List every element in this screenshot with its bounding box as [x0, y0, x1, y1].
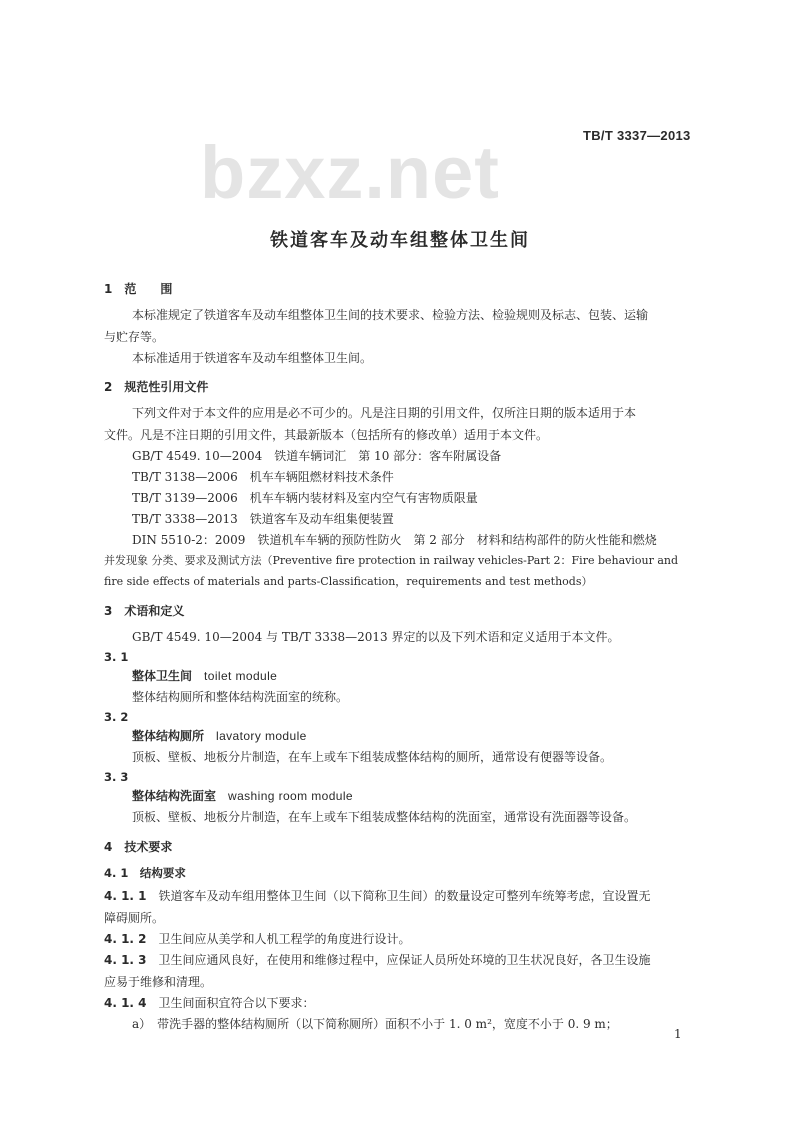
clause-4-1-3: [104, 951, 651, 968]
section-3-heading: 3 术语和定义: [104, 604, 185, 618]
watermark: bzxz.net: [200, 131, 500, 214]
term-definition: 顶板、壁板、地板分片制造，在车上或车下组装成整体结构的洗面室，通常设有洗面器等设备。: [132, 810, 637, 824]
term-zh: 整体结构厕所: [132, 729, 205, 743]
term-number: 3. 2: [104, 710, 129, 724]
clause-4-1-4: [104, 994, 315, 1011]
document-title: 铁道客车及动车组整体卫生间: [270, 230, 530, 251]
section-1-heading: 1 范 围: [104, 282, 173, 296]
term-entry: [132, 727, 307, 744]
clause-number: 4. 1. 3: [104, 953, 147, 967]
term-definition: 整体结构厕所和整体结构洗面室的统称。: [132, 690, 349, 704]
term-en: lavatory module: [216, 729, 307, 743]
term-en: washing room module: [228, 789, 354, 803]
reference-item: TB/T 3139—2006 机车车辆内装材料及室内空气有害物质限量: [132, 491, 478, 505]
s1-paragraph-line: 与贮存等。: [104, 330, 165, 344]
reference-continuation: fire side effects of materials and parts-Classification，requirements and test methods）: [104, 575, 593, 588]
section-4-heading: 4 技术要求: [104, 840, 173, 854]
clause-continuation: 障碍厕所。: [104, 911, 165, 925]
s1-paragraph: 本标准适用于铁道客车及动车组整体卫生间。: [132, 351, 373, 365]
term-zh: 整体卫生间: [132, 669, 193, 683]
s1-paragraph-line: 本标准规定了铁道客车及动车组整体卫生间的技术要求、检验方法、检验规则及标志、包装、运输: [132, 308, 649, 322]
list-item-a: a） 带洗手器的整体结构厕所（以下简称厕所）面积不小于 1. 0 m²，宽度不小于 0. 9 m；: [132, 1017, 618, 1031]
clause-text: 卫生间应通风良好，在使用和维修过程中，应保证人员所处环境的卫生状况良好，各卫生设施: [158, 953, 651, 967]
term-number: 3. 1: [104, 650, 129, 664]
clause-4-1-1: [104, 887, 651, 904]
clause-number: 4. 1. 4: [104, 996, 147, 1010]
clause-number: 4. 1. 1: [104, 889, 147, 903]
clause-text: 铁道客车及动车组用整体卫生间（以下简称卫生间）的数量设定可整列车统筹考虑，宜设置无: [158, 889, 651, 903]
clause-text: 卫生间应从美学和人机工程学的角度进行设计。: [158, 932, 411, 946]
reference-item: TB/T 3338—2013 铁道客车及动车组集便装置: [132, 512, 394, 526]
s2-paragraph-line: 下列文件对于本文件的应用是必不可少的。凡是注日期的引用文件，仅所注日期的版本适用于本: [132, 406, 637, 420]
term-en: toilet module: [204, 669, 278, 683]
term-entry: [132, 667, 277, 684]
term-zh: 整体结构洗面室: [132, 789, 217, 803]
reference-item: DIN 5510-2：2009 铁道机车车辆的预防性防火 第 2 部分 材料和结构部件的防火性能和燃烧: [132, 533, 657, 547]
term-entry: [132, 787, 353, 804]
reference-continuation: 并发现象 分类、要求及测试方法（Preventive fire protection in railway vehicles-Part 2：Fire behaviour and: [104, 554, 679, 567]
s2-paragraph-line: 文件。凡是不注日期的引用文件，其最新版本（包括所有的修改单）适用于本文件。: [104, 428, 549, 442]
clause-text: 卫生间面积宜符合以下要求：: [158, 996, 315, 1010]
s3-intro: GB/T 4549. 10—2004 与 TB/T 3338—2013 界定的以及下列术语和定义适用于本文件。: [132, 630, 620, 644]
clause-number: 4. 1. 2: [104, 932, 147, 946]
clause-continuation: 应易于维修和清理。: [104, 975, 213, 989]
reference-item: TB/T 3138—2006 机车车辆阻燃材料技术条件: [132, 470, 394, 484]
page-number: 1: [674, 1027, 682, 1041]
reference-item: GB/T 4549. 10—2004 铁道车辆词汇 第 10 部分：客车附属设备: [132, 449, 502, 463]
term-number: 3. 3: [104, 770, 129, 784]
clause-4-1-2: [104, 930, 411, 947]
standard-number: TB/T 3337—2013: [583, 128, 691, 143]
section-2-heading: 2 规范性引用文件: [104, 380, 209, 394]
subsection-heading: 4. 1 结构要求: [104, 866, 186, 880]
term-definition: 顶板、壁板、地板分片制造，在车上或车下组装成整体结构的厕所，通常设有便器等设备。: [132, 750, 613, 764]
